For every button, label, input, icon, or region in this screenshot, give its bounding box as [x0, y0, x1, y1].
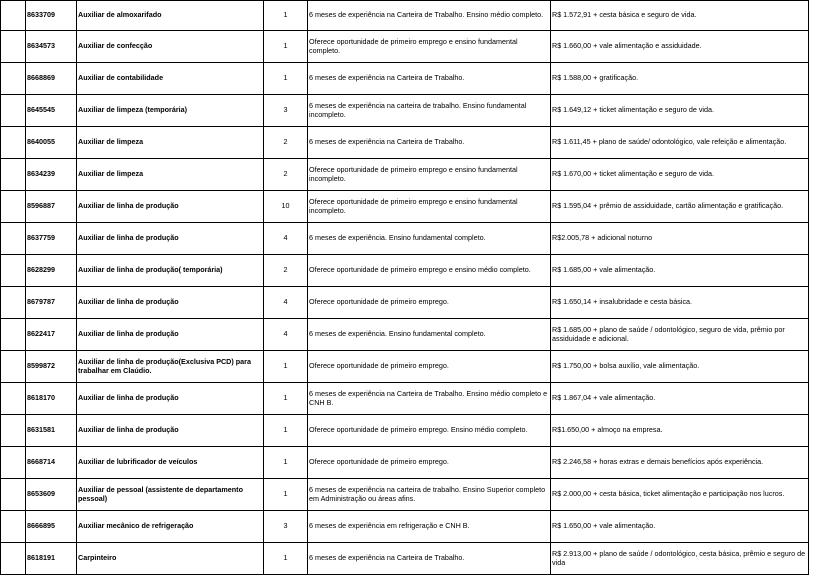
- row-margin-cell: [1, 511, 26, 543]
- job-title: Auxiliar de pessoal (assistente de departamento pessoal): [77, 479, 264, 511]
- vacancy-count: 1: [264, 1, 308, 31]
- vacancy-count: 2: [264, 159, 308, 191]
- job-code: 8637759: [26, 223, 77, 255]
- row-margin-cell: [1, 351, 26, 383]
- vacancy-count: 4: [264, 287, 308, 319]
- table-row: [1, 479, 809, 511]
- row-margin-cell: [1, 287, 26, 319]
- job-salary-benefits: R$ 1.685,00 + vale alimentação.: [551, 255, 809, 287]
- job-title: Auxiliar de limpeza: [77, 127, 264, 159]
- row-margin-cell: [1, 127, 26, 159]
- job-salary-benefits: R$ 1.588,00 + gratificação.: [551, 63, 809, 95]
- row-margin-cell: [1, 95, 26, 127]
- row-margin-cell: [1, 543, 26, 575]
- job-title: Auxiliar de linha de produção: [77, 223, 264, 255]
- job-title: Auxiliar de limpeza: [77, 159, 264, 191]
- table-row: [1, 255, 809, 287]
- vacancy-count: 4: [264, 223, 308, 255]
- job-title: Auxiliar de contabilidade: [77, 63, 264, 95]
- table-row: [1, 159, 809, 191]
- job-title: Auxiliar de linha de produção( temporária): [77, 255, 264, 287]
- vacancy-count: 3: [264, 511, 308, 543]
- vacancy-count: 4: [264, 319, 308, 351]
- table-row: [1, 511, 809, 543]
- job-title: Auxiliar de linha de produção: [77, 383, 264, 415]
- job-title: Auxiliar de linha de produção: [77, 319, 264, 351]
- table-row: [1, 223, 809, 255]
- row-margin-cell: [1, 447, 26, 479]
- table-row: [1, 31, 809, 63]
- job-code: 8628299: [26, 255, 77, 287]
- vacancy-count: 1: [264, 543, 308, 575]
- job-title: Auxiliar de linha de produção(Exclusiva PCD) para trabalhar em Claúdio.: [77, 351, 264, 383]
- job-salary-benefits: R$ 1.750,00 + bolsa auxílio, vale alimentação.: [551, 351, 809, 383]
- job-title: Auxiliar de limpeza (temporária): [77, 95, 264, 127]
- job-requirements: 6 meses de experiência. Ensino fundamental completo.: [308, 319, 551, 351]
- job-salary-benefits: R$ 1.670,00 + ticket alimentação e seguro de vida.: [551, 159, 809, 191]
- row-margin-cell: [1, 383, 26, 415]
- row-margin-cell: [1, 415, 26, 447]
- job-salary-benefits: R$ 2.246,58 + horas extras e demais benefícios após experiência.: [551, 447, 809, 479]
- job-salary-benefits: R$2.005,78 + adicional noturno: [551, 223, 809, 255]
- row-margin-cell: [1, 223, 26, 255]
- job-requirements: Oferece oportunidade de primeiro emprego e ensino médio completo.: [308, 255, 551, 287]
- table-row: [1, 95, 809, 127]
- job-code: 8645545: [26, 95, 77, 127]
- row-margin-cell: [1, 31, 26, 63]
- job-requirements: 6 meses de experiência na carteira de trabalho. Ensino fundamental incompleto.: [308, 95, 551, 127]
- table-row: [1, 287, 809, 319]
- vacancy-count: 1: [264, 447, 308, 479]
- job-requirements: Oferece oportunidade de primeiro emprego.: [308, 351, 551, 383]
- table-row: [1, 319, 809, 351]
- job-requirements: 6 meses de experiência na carteira de trabalho. Ensino Superior completo em Administração ou áreas afins.: [308, 479, 551, 511]
- table-row: [1, 383, 809, 415]
- job-code: 8679787: [26, 287, 77, 319]
- job-salary-benefits: R$ 1.650,00 + vale alimentação.: [551, 511, 809, 543]
- table-row: [1, 127, 809, 159]
- job-requirements: Oferece oportunidade de primeiro emprego e ensino fundamental completo.: [308, 31, 551, 63]
- job-salary-benefits: R$ 1.611,45 + plano de saúde/ odontológico, vale refeição e alimentação.: [551, 127, 809, 159]
- table-row: [1, 1, 809, 31]
- job-salary-benefits: R$1.650,00 + almoço na empresa.: [551, 415, 809, 447]
- row-margin-cell: [1, 63, 26, 95]
- job-salary-benefits: R$ 1.572,91 + cesta básica e seguro de vida.: [551, 1, 809, 31]
- vacancy-count: 1: [264, 383, 308, 415]
- job-title: Carpinteiro: [77, 543, 264, 575]
- job-requirements: 6 meses de experiência na Carteira de Trabalho. Ensino médio completo e CNH B.: [308, 383, 551, 415]
- job-title: Auxiliar de lubrificador de veículos: [77, 447, 264, 479]
- job-code: 8668869: [26, 63, 77, 95]
- table-row: [1, 351, 809, 383]
- table-body: [1, 1, 809, 575]
- job-title: Auxiliar de almoxarifado: [77, 1, 264, 31]
- job-code: 8668714: [26, 447, 77, 479]
- job-title: Auxiliar de linha de produção: [77, 415, 264, 447]
- job-code: 8653609: [26, 479, 77, 511]
- job-salary-benefits: R$ 1.649,12 + ticket alimentação e seguro de vida.: [551, 95, 809, 127]
- job-title: Auxiliar mecânico de refrigeração: [77, 511, 264, 543]
- row-margin-cell: [1, 159, 26, 191]
- vacancy-count: 1: [264, 415, 308, 447]
- job-code: 8633709: [26, 1, 77, 31]
- row-margin-cell: [1, 1, 26, 31]
- table-row: [1, 191, 809, 223]
- job-code: 8618191: [26, 543, 77, 575]
- vacancy-count: 3: [264, 95, 308, 127]
- job-code: 8599872: [26, 351, 77, 383]
- vacancy-count: 1: [264, 31, 308, 63]
- job-code: 8640055: [26, 127, 77, 159]
- table-row: [1, 447, 809, 479]
- vacancy-count: 2: [264, 255, 308, 287]
- table-row: [1, 63, 809, 95]
- vacancy-count: 2: [264, 127, 308, 159]
- job-code: 8618170: [26, 383, 77, 415]
- job-code: 8631581: [26, 415, 77, 447]
- row-margin-cell: [1, 479, 26, 511]
- job-requirements: Oferece oportunidade de primeiro emprego e ensino fundamental incompleto.: [308, 159, 551, 191]
- job-code: 8634573: [26, 31, 77, 63]
- job-salary-benefits: R$ 2.000,00 + cesta básica, ticket alimentação e participação nos lucros.: [551, 479, 809, 511]
- job-code: 8622417: [26, 319, 77, 351]
- row-margin-cell: [1, 255, 26, 287]
- vacancy-count: 1: [264, 63, 308, 95]
- job-requirements: Oferece oportunidade de primeiro emprego.: [308, 287, 551, 319]
- job-requirements: 6 meses de experiência na Carteira de Trabalho. Ensino médio completo.: [308, 1, 551, 31]
- job-salary-benefits: R$ 1.595,04 + prêmio de assiduidade, cartão alimentação e gratificação.: [551, 191, 809, 223]
- vacancy-count: 1: [264, 351, 308, 383]
- job-salary-benefits: R$ 1.660,00 + vale alimentação e assiduidade.: [551, 31, 809, 63]
- job-title: Auxiliar de confecção: [77, 31, 264, 63]
- job-code: 8634239: [26, 159, 77, 191]
- job-title: Auxiliar de linha de produção: [77, 287, 264, 319]
- job-salary-benefits: R$ 2.913,00 + plano de saúde / odontológico, cesta básica, prêmio e seguro de vida: [551, 543, 809, 575]
- job-requirements: 6 meses de experiência em refrigeração e CNH B.: [308, 511, 551, 543]
- vacancy-count: 10: [264, 191, 308, 223]
- row-margin-cell: [1, 191, 26, 223]
- table-row: [1, 543, 809, 575]
- job-requirements: Oferece oportunidade de primeiro emprego. Ensino médio completo.: [308, 415, 551, 447]
- job-salary-benefits: R$ 1.650,14 + insalubridade e cesta básica.: [551, 287, 809, 319]
- job-code: 8666895: [26, 511, 77, 543]
- job-salary-benefits: R$ 1.867,04 + vale alimentação.: [551, 383, 809, 415]
- row-margin-cell: [1, 319, 26, 351]
- job-requirements: 6 meses de experiência na Carteira de Trabalho.: [308, 127, 551, 159]
- vacancy-count: 1: [264, 479, 308, 511]
- job-requirements: 6 meses de experiência na Carteira de Trabalho.: [308, 63, 551, 95]
- job-salary-benefits: R$ 1.685,00 + plano de saúde / odontológico, seguro de vida, prêmio por assiduidade e adicional.: [551, 319, 809, 351]
- job-code: 8596887: [26, 191, 77, 223]
- job-requirements: 6 meses de experiência. Ensino fundamental completo.: [308, 223, 551, 255]
- job-requirements: 6 meses de experiência na Carteira de Trabalho.: [308, 543, 551, 575]
- job-title: Auxiliar de linha de produção: [77, 191, 264, 223]
- job-requirements: Oferece oportunidade de primeiro emprego.: [308, 447, 551, 479]
- job-requirements: Oferece oportunidade de primeiro emprego e ensino fundamental incompleto.: [308, 191, 551, 223]
- table-row: [1, 415, 809, 447]
